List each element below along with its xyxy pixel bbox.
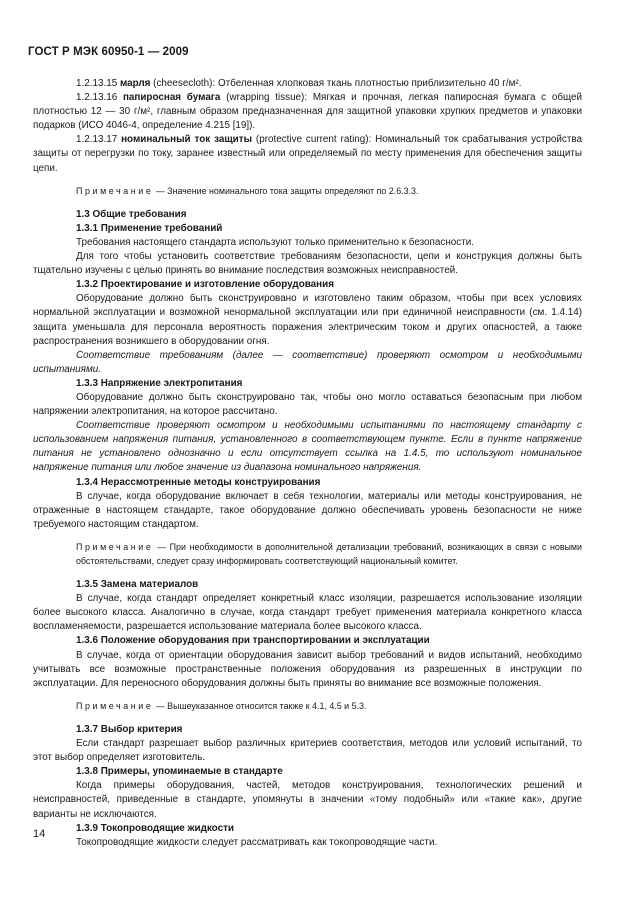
term-protective-current-rating: номинальный ток защиты bbox=[121, 134, 253, 146]
definition-1-2-13-16: 1.2.13.16 папиросная бумага (wrapping tissue): Мягкая и прочная, легкая папиросная бумага с общей плотностью 12 — 30 г/м², главным образом предназначенная для защитной упаковки хрупких предметов и упаковки подарков (ИСО 4046-4, определение 4.215 [19]). bbox=[33, 92, 583, 132]
section-heading-1-3: 1.3 Общие требования bbox=[76, 208, 187, 220]
section-heading-1-3-7: 1.3.7 Выбор критерия bbox=[76, 723, 183, 735]
compliance-paragraph: Соответствие проверяют осмотром и необходимыми испытаниями по настоящему стандарту с использованием напряжения питания, установленного в соответствующем пункте. Если в пункте напряжение питания не установлено однозначно и если отсутствует ссылка на 1.4.5, то используют номинальное напряжение питания или любое значение из диапазона номинального напряжения. bbox=[33, 420, 582, 474]
definition-1-2-13-17: 1.2.13.17 номинальный ток защиты (protective current rating): Номинальный ток срабатывания устройства защиты от перегрузки по току, заранее известный или определяемый по месту применения для обеспечения защиты цепи. bbox=[33, 134, 583, 174]
section-heading-1-3-2: 1.3.2 Проектирование и изготовление оборудования bbox=[76, 279, 334, 291]
paragraph: В случае, когда оборудование включает в себя технологии, материалы или методы конструирования, не отраженные в настоящем стандарте, такое оборудование должно обеспечивать уровень безопасности не ниже требуемого настоящим стандартом. bbox=[33, 490, 582, 530]
definition-1-2-13-15: 1.2.13.15 марля (cheesecloth): Отбеленная хлопковая ткань плотностью приблизительно 40 г/м². bbox=[76, 78, 522, 89]
section-heading-1-3-3: 1.3.3 Напряжение электропитания bbox=[76, 377, 243, 389]
note-national-committee: Примечание — При необходимости в дополнительной детализации требований, возникающих в связи с новыми обстоятельствами, следует сразу информировать соответствующий национальный комитет. bbox=[76, 541, 582, 566]
paragraph: В случае, когда от ориентации оборудования зависит выбор требований и видов испытаний, необходимо учитывать все возможные пространственные положения оборудования из разрешенных в инструкции по эксплуатации. Для переносного оборудования должны быть приняты во внимание все возможные положения. bbox=[33, 649, 582, 689]
note-protective-current: Примечание — Значение номинального тока защиты определяют по 2.6.3.3. bbox=[76, 185, 419, 196]
paragraph: Оборудование должно быть сконструировано так, чтобы оно могло оставаться безопасным при любом напряжении электропитания, на которое рассчитано. bbox=[33, 391, 582, 418]
paragraph: Если стандарт разрешает выбор различных критериев соответствия, методов или условий испытаний, то этот выбор определяет изготовитель. bbox=[33, 738, 582, 764]
paragraph: Для того чтобы установить соответствие требованиям безопасности, цепи и конструкция должны быть тщательно изучены с целью принять во внимание последствия возможных неисправностей. bbox=[33, 251, 582, 277]
section-heading-1-3-9: 1.3.9 Токопроводящие жидкости bbox=[76, 822, 234, 834]
note-references: Примечание — Вышеуказанное относится также к 4.1, 4.5 и 5.3. bbox=[76, 700, 367, 711]
term-wrapping-tissue: папиросная бумага bbox=[122, 92, 221, 104]
compliance-paragraph: Соответствие требованиям (далее — соответствие) проверяют осмотром и необходимыми испытаниями. bbox=[33, 349, 582, 375]
paragraph: Когда примеры оборудования, частей, методов конструирования, технологических решений и неисправностей, приведенные в стандарте, упомянуты в значении «тому подобный» или «такие как», другие варианты не исключаются. bbox=[33, 780, 582, 820]
section-heading-1-3-4: 1.3.4 Нерассмотренные методы конструирования bbox=[76, 476, 321, 488]
document-header: ГОСТ Р МЭК 60950-1 — 2009 bbox=[28, 46, 189, 58]
section-heading-1-3-5: 1.3.5 Замена материалов bbox=[76, 579, 199, 591]
page-body bbox=[33, 77, 582, 850]
paragraph: Оборудование должно быть сконструировано и изготовлено таким образом, чтобы при всех условиях нормальной эксплуатации и возможной ненормальной эксплуатации или при единичной неисправности (см. 1.4.14) защита уменьшала для персонала вероятность поражения электрическим током и других опасностей, а также распространения возникшего в оборудовании огня. bbox=[33, 293, 582, 347]
paragraph: Токопроводящие жидкости следует рассматривать как токопроводящие части. bbox=[76, 836, 438, 848]
section-heading-1-3-6: 1.3.6 Положение оборудования при транспортировании и эксплуатации bbox=[76, 635, 430, 647]
term-cheesecloth: марля bbox=[119, 78, 151, 89]
page-number: 14 bbox=[33, 828, 46, 840]
paragraph: Требования настоящего стандарта используют только применительно к безопасности. bbox=[76, 236, 474, 248]
paragraph: В случае, когда стандарт определяет конкретный класс изоляции, разрешается использование изоляции более высокого класса. Аналогично в случае, когда стандарт требует применения материала конкретного класса воспламеняемости, разрешается использование материала более высокого класса. bbox=[33, 593, 582, 633]
section-heading-1-3-1: 1.3.1 Применение требований bbox=[76, 222, 223, 234]
section-heading-1-3-8: 1.3.8 Примеры, упоминаемые в стандарте bbox=[76, 766, 283, 778]
